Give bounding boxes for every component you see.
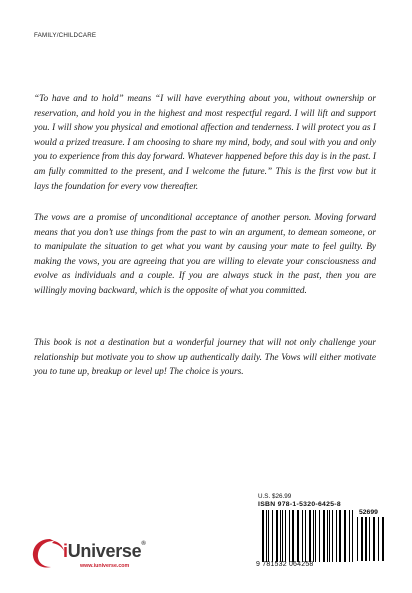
- barcode-bar: [313, 510, 314, 562]
- publisher-logo: [30, 536, 170, 576]
- barcode-bar: [282, 510, 283, 562]
- blurb-paragraph-2: The vows are a promise of unconditional acceptance of another person. Moving forward means that you don’t use things from the past to win an argument, to demean someone, or to manipulate the situation to get what you want by causing your mate to feel guilty. By making the vows, you are agreeing that you are willing to elevate your consciousness and evolve as individuals and a couple. If you are always stuck in the past, then you are willingly moving backward, which is the opposite of what you committed.: [34, 213, 376, 296]
- barcode-bar: [357, 517, 358, 561]
- publisher-name: iUniverse®: [63, 541, 146, 561]
- barcode-bar: [327, 510, 328, 562]
- barcode-bar: [289, 510, 290, 562]
- publisher-url: www.iuniverse.com: [80, 563, 130, 569]
- barcode-bar: [382, 517, 384, 561]
- barcode-bar: [373, 517, 375, 561]
- barcode-digits: 9 781532 064258: [256, 561, 314, 568]
- barcode-bar: [262, 510, 264, 562]
- barcode-bar: [272, 510, 273, 562]
- barcode-bar: [285, 510, 286, 562]
- barcode-bar: [280, 510, 281, 562]
- barcode-bar: [378, 517, 379, 561]
- price-label: U.S. $26.99: [258, 493, 292, 500]
- barcode-addon-bars: [357, 517, 385, 561]
- barcode-bars: [262, 510, 354, 562]
- blurb-paragraph-3: This book is not a destination but a wonderful journey that will not only challenge your relationship but motivate you to show up authentically daily. The Vows will either motivate you to tune up, breakup or level up! The choice is yours.: [34, 338, 376, 378]
- isbn-text: ISBN 978-1-5320-6425-8: [258, 501, 341, 508]
- barcode-bar: [352, 510, 353, 562]
- barcode-bar: [319, 510, 320, 562]
- barcode-bar: [276, 510, 278, 562]
- barcode-bar: [302, 510, 303, 562]
- barcode-bar: [297, 510, 299, 562]
- barcode-bar: [361, 517, 363, 561]
- barcode-bar: [365, 517, 367, 561]
- barcode-bar: [329, 510, 330, 562]
- barcode-bar: [315, 510, 316, 562]
- barcode-bar: [339, 510, 341, 562]
- barcode-bar: [292, 510, 294, 562]
- barcode-addon-number: 52699: [359, 509, 378, 516]
- barcode-bar: [266, 510, 267, 562]
- barcode-bar: [336, 510, 337, 562]
- category-label: FAMILY/CHILDCARE: [34, 32, 97, 39]
- barcode-bar: [349, 510, 350, 562]
- barcode-bar: [369, 517, 370, 561]
- barcode-bar: [323, 510, 325, 562]
- blurb-paragraph-1: “To have and to hold” means “I will have everything about you, without ownership or reservation, and hold you in the highest and most respectful regard. I will lift and support you. I will show you physical and emotional affection and tenderness. I will protect you as I would a prized treasure. I am choosing to share my mind, body, and soul with you and only you to experience from this day forward. Whatever happened before this day is in the past. I am fully committed to the present, and I welcome the future.” This is the first vow but it lays the foundation for every vow thereafter.: [34, 94, 376, 192]
- barcode-bar: [268, 510, 269, 562]
- barcode-bar: [344, 510, 346, 562]
- isbn-barcode: [256, 501, 386, 571]
- barcode-bar: [305, 510, 306, 562]
- barcode-bar: [309, 510, 311, 562]
- barcode-bar: [332, 510, 333, 562]
